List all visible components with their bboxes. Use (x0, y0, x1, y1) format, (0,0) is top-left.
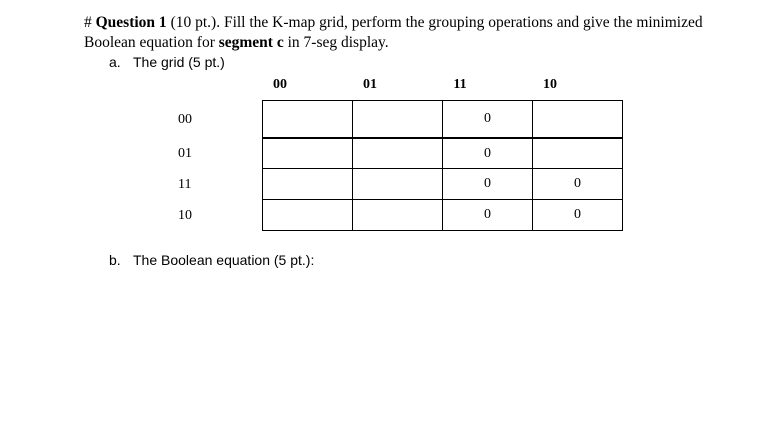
part-b-text: The Boolean equation (5 pt.): (133, 252, 315, 268)
part-a-text: The grid (5 pt.) (133, 54, 225, 70)
part-b-heading (109, 251, 314, 269)
kmap-row-header-00: 00 (178, 112, 192, 127)
kmap-col-header-11: 11 (453, 77, 467, 92)
kmap-col-header-10: 10 (543, 77, 557, 92)
kmap-row-header-11: 11 (178, 177, 192, 192)
kmap-cell[interactable] (352, 138, 443, 169)
question-emphasis: segment c (218, 34, 284, 51)
kmap-row-header-01: 01 (178, 146, 192, 161)
kmap-cell[interactable] (352, 199, 443, 231)
kmap-cell[interactable] (532, 138, 623, 169)
kmap-col-header-01: 01 (363, 77, 377, 92)
kmap-cell[interactable] (352, 100, 443, 138)
kmap-cell[interactable]: 0 (442, 100, 533, 138)
kmap-cell[interactable]: 0 (532, 168, 623, 200)
kmap-cell[interactable]: 0 (532, 199, 623, 231)
question-label: Question 1 (95, 14, 167, 31)
kmap-row-header-10: 10 (178, 208, 192, 223)
kmap-cell[interactable]: 0 (442, 168, 533, 200)
kmap-cell[interactable] (352, 168, 443, 200)
kmap-col-header-00: 00 (273, 77, 287, 92)
kmap-cell[interactable] (262, 168, 353, 200)
part-a-marker: a. (109, 54, 121, 70)
question-suffix: in 7-seg display. (283, 34, 389, 51)
question-body: (10 pt.). Fill the K-map grid, perform the grouping operations and give the minimized Boolean equation for (84, 14, 703, 51)
question-prefix: # (84, 14, 96, 31)
part-b-marker: b. (109, 252, 121, 268)
question-text (84, 13, 704, 53)
kmap-cell[interactable] (532, 100, 623, 138)
kmap-cell[interactable] (262, 100, 353, 138)
kmap-cell[interactable] (262, 199, 353, 231)
kmap-cell[interactable] (262, 138, 353, 169)
part-a-heading (109, 53, 225, 71)
kmap-cell[interactable]: 0 (442, 199, 533, 231)
kmap-cell[interactable]: 0 (442, 138, 533, 169)
